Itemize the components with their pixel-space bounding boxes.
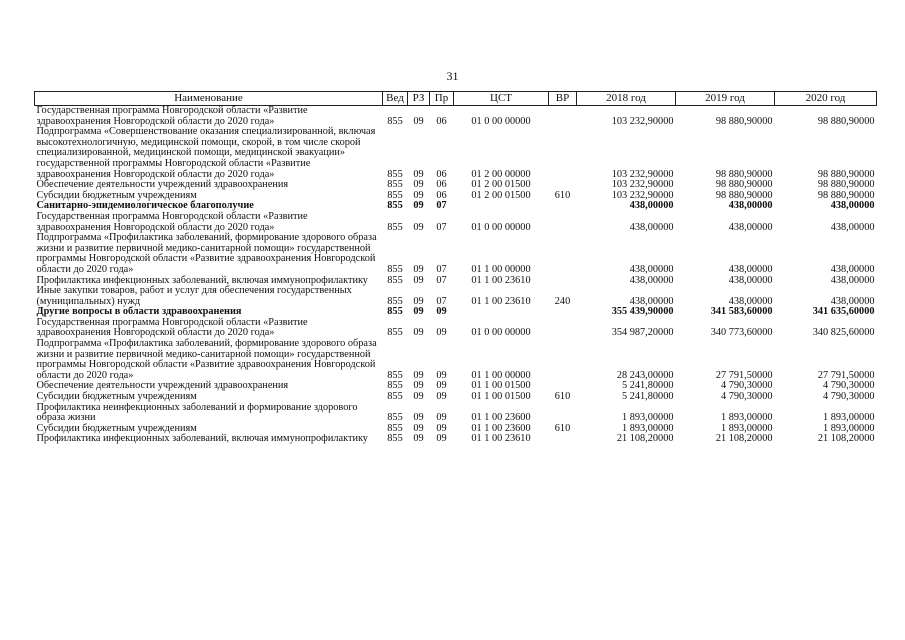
cell-rz: 09 xyxy=(413,189,424,201)
cell-pr: 09 xyxy=(436,422,447,434)
cell-rz: 09 xyxy=(413,369,424,381)
cell-pr: 07 xyxy=(436,221,447,233)
cell-2018: 103 232,90000 xyxy=(611,189,674,201)
cell-2020: 98 880,90000 xyxy=(817,115,875,127)
cell-cst: 01 0 00 00000 xyxy=(471,221,531,233)
cell-pr: 09 xyxy=(436,306,447,318)
cell-2018: 103 232,90000 xyxy=(611,168,674,180)
cell-2018: 21 108,20000 xyxy=(616,433,674,445)
cell-2019: 98 880,90000 xyxy=(715,115,773,127)
cell-2020: 341 635,60000 xyxy=(812,306,875,318)
cell-2018: 1 893,00000 xyxy=(622,422,674,434)
cell-name: Субсидии бюджетным учреждениям xyxy=(36,422,197,434)
table-row xyxy=(35,318,877,339)
table-row xyxy=(35,286,877,307)
cell-2020: 4 790,30000 xyxy=(823,380,875,392)
cell-2020: 27 791,50000 xyxy=(817,369,875,381)
cell-2020: 4 790,30000 xyxy=(823,391,875,403)
cell-vr xyxy=(549,127,577,180)
cell-pr: 09 xyxy=(436,380,447,392)
cell-2018: 438,00000 xyxy=(629,295,674,307)
cell-name: Государственная программа Новгородской области «Развитие здравоохранения Новгородской области до 2020 года» xyxy=(36,210,308,233)
header-rz: РЗ xyxy=(408,92,430,106)
cell-pr: 06 xyxy=(436,115,447,127)
cell-rz: 09 xyxy=(413,295,424,307)
cell-cst: 01 1 00 23610 xyxy=(471,433,531,445)
cell-2020: 1 893,00000 xyxy=(823,412,875,424)
cell-ved: 855 xyxy=(387,422,403,434)
cell-vr xyxy=(549,307,577,318)
cell-rz: 09 xyxy=(413,306,424,318)
cell-2018: 1 893,00000 xyxy=(622,412,674,424)
cell-pr: 06 xyxy=(436,168,447,180)
cell-pr: 09 xyxy=(436,412,447,424)
cell-rz: 09 xyxy=(413,327,424,339)
cell-cst: 01 0 00 00000 xyxy=(471,115,531,127)
cell-2019: 98 880,90000 xyxy=(715,168,773,180)
cell-ved: 855 xyxy=(387,369,403,381)
cell-ved: 855 xyxy=(387,391,403,403)
cell-pr: 07 xyxy=(436,263,447,275)
cell-name: Профилактика инфекционных заболеваний, включая иммунопрофилактику xyxy=(36,274,368,286)
header-2020: 2020 год xyxy=(775,92,877,106)
cell-pr: 09 xyxy=(436,369,447,381)
cell-ved: 855 xyxy=(387,115,403,127)
cell-pr: 09 xyxy=(436,391,447,403)
cell-2018: 355 439,90000 xyxy=(611,306,674,318)
cell-2019: 4 790,30000 xyxy=(721,380,773,392)
cell-cst: 01 1 00 00000 xyxy=(471,263,531,275)
table-header xyxy=(35,92,877,106)
table-row xyxy=(35,106,877,128)
cell-name: Субсидии бюджетным учреждениям xyxy=(36,189,197,201)
cell-ved: 855 xyxy=(387,200,403,212)
cell-cst xyxy=(454,201,549,212)
cell-2018: 5 241,80000 xyxy=(622,380,674,392)
cell-2020: 21 108,20000 xyxy=(817,433,875,445)
cell-rz: 09 xyxy=(413,115,424,127)
cell-2020: 438,00000 xyxy=(830,263,875,275)
table-body xyxy=(35,106,877,446)
cell-2019: 98 880,90000 xyxy=(715,189,773,201)
cell-2020: 340 825,60000 xyxy=(812,327,875,339)
cell-2019: 438,00000 xyxy=(728,274,773,286)
cell-cst: 01 2 00 00000 xyxy=(471,168,531,180)
cell-2019: 438,00000 xyxy=(728,295,773,307)
cell-name: Обеспечение деятельности учреждений здравоохранения xyxy=(36,179,289,191)
table-row xyxy=(35,212,877,233)
cell-2020: 438,00000 xyxy=(830,274,875,286)
cell-2018: 354 987,20000 xyxy=(611,327,674,339)
header-2019: 2019 год xyxy=(676,92,775,106)
cell-cst: 01 2 00 01500 xyxy=(471,179,531,191)
cell-2018: 103 232,90000 xyxy=(611,115,674,127)
cell-rz: 09 xyxy=(413,391,424,403)
cell-2019: 27 791,50000 xyxy=(715,369,773,381)
cell-2018: 438,00000 xyxy=(629,263,674,275)
cell-cst: 01 2 00 01500 xyxy=(471,189,531,201)
cell-rz: 09 xyxy=(413,263,424,275)
header-2018: 2018 год xyxy=(577,92,676,106)
cell-rz: 09 xyxy=(413,200,424,212)
cell-ved: 855 xyxy=(387,295,403,307)
cell-cst: 01 1 00 00000 xyxy=(471,369,531,381)
cell-name: Санитарно-эпидемиологическое благополучие xyxy=(36,200,254,212)
cell-2018: 103 232,90000 xyxy=(611,179,674,191)
cell-pr: 07 xyxy=(436,274,447,286)
cell-ved: 855 xyxy=(387,274,403,286)
cell-rz: 09 xyxy=(413,274,424,286)
cell-2019: 4 790,30000 xyxy=(721,391,773,403)
cell-ved: 855 xyxy=(387,412,403,424)
cell-2020: 98 880,90000 xyxy=(817,189,875,201)
cell-2019: 438,00000 xyxy=(728,221,773,233)
cell-vr xyxy=(549,233,577,275)
cell-rz: 09 xyxy=(413,422,424,434)
table-row xyxy=(35,403,877,424)
cell-2020: 438,00000 xyxy=(830,200,875,212)
cell-2019: 438,00000 xyxy=(728,200,773,212)
cell-ved: 855 xyxy=(387,179,403,191)
cell-name: Подпрограмма «Совершенствование оказания специализированной, включая высокотехнологичную, медицинской помощи, скорой, в том числе скорой специализированной, медицинской помощи, медицинской эвакуации» государственной программы Новгородской области «Развитие здравоохранения Новгородской области до 2020 года» xyxy=(36,126,376,180)
cell-2020: 1 893,00000 xyxy=(823,422,875,434)
cell-rz: 09 xyxy=(413,380,424,392)
table-row xyxy=(35,434,877,445)
cell-vr: 610 xyxy=(554,189,571,201)
cell-name: Государственная программа Новгородской области «Развитие здравоохранения Новгородской области до 2020 года» xyxy=(36,316,308,339)
cell-2019: 21 108,20000 xyxy=(715,433,773,445)
header-ved: Вед xyxy=(383,92,408,106)
cell-vr xyxy=(549,212,577,233)
cell-2018: 438,00000 xyxy=(629,221,674,233)
cell-2019: 1 893,00000 xyxy=(721,412,773,424)
table-row xyxy=(35,233,877,275)
cell-cst: 01 1 00 01500 xyxy=(471,380,531,392)
cell-2020: 98 880,90000 xyxy=(817,179,875,191)
cell-ved: 855 xyxy=(387,306,403,318)
cell-ved: 855 xyxy=(387,221,403,233)
cell-ved: 855 xyxy=(387,380,403,392)
cell-2019: 340 773,60000 xyxy=(710,327,773,339)
cell-2019: 438,00000 xyxy=(728,263,773,275)
cell-cst: 01 1 00 01500 xyxy=(471,391,531,403)
page-number: 31 xyxy=(446,69,459,83)
cell-cst: 01 1 00 23600 xyxy=(471,422,531,434)
cell-2018: 438,00000 xyxy=(629,274,674,286)
cell-rz: 09 xyxy=(413,433,424,445)
cell-name: Государственная программа Новгородской области «Развитие здравоохранения Новгородской области до 2020 года» xyxy=(36,105,308,127)
cell-2018: 438,00000 xyxy=(629,200,674,212)
header-pr: Пр xyxy=(430,92,454,106)
cell-vr xyxy=(549,434,577,445)
cell-ved: 855 xyxy=(387,168,403,180)
cell-pr: 09 xyxy=(436,327,447,339)
cell-name: Другие вопросы в области здравоохранения xyxy=(36,306,242,318)
cell-name: Подпрограмма «Профилактика заболеваний, формирование здорового образа жизни и развитие первичной медико-санитарной помощи» государственной программы Новгородской области «Развитие здравоохранения Новгородской области до 2020 года» xyxy=(36,338,377,381)
cell-2020: 438,00000 xyxy=(830,295,875,307)
cell-pr: 06 xyxy=(436,179,447,191)
cell-2018: 28 243,00000 xyxy=(616,369,674,381)
cell-vr: 610 xyxy=(554,422,571,434)
header-vr: ВР xyxy=(549,92,577,106)
table-row xyxy=(35,339,877,381)
cell-cst: 01 0 00 00000 xyxy=(471,327,531,339)
table-row xyxy=(35,127,877,180)
cell-name: Субсидии бюджетным учреждениям xyxy=(36,391,197,403)
cell-2020: 438,00000 xyxy=(830,221,875,233)
cell-name: Иные закупки товаров, работ и услуг для обеспечения государственных (муниципальных) нужд xyxy=(36,285,352,307)
cell-rz: 09 xyxy=(413,168,424,180)
cell-2019: 98 880,90000 xyxy=(715,179,773,191)
cell-vr: 610 xyxy=(554,391,571,403)
cell-pr: 09 xyxy=(436,433,447,445)
cell-2018: 5 241,80000 xyxy=(622,391,674,403)
cell-name: Обеспечение деятельности учреждений здравоохранения xyxy=(36,380,289,392)
cell-ved: 855 xyxy=(387,433,403,445)
cell-vr xyxy=(549,106,577,128)
cell-rz: 09 xyxy=(413,179,424,191)
cell-2020: 98 880,90000 xyxy=(817,168,875,180)
header-cst: ЦСТ xyxy=(454,92,549,106)
cell-cst: 01 1 00 23600 xyxy=(471,412,531,424)
cell-2019: 341 583,60000 xyxy=(710,306,773,318)
cell-cst: 01 1 00 23610 xyxy=(471,295,531,307)
cell-pr: 07 xyxy=(436,295,447,307)
cell-vr: 240 xyxy=(554,295,571,307)
cell-name: Профилактика неинфекционных заболеваний и формирование здорового образа жизни xyxy=(36,401,358,424)
cell-vr xyxy=(549,318,577,339)
cell-vr xyxy=(549,339,577,381)
cell-name: Профилактика инфекционных заболеваний, включая иммунопрофилактику xyxy=(36,433,368,445)
cell-rz: 09 xyxy=(413,412,424,424)
cell-cst xyxy=(454,307,549,318)
budget-table xyxy=(34,91,877,445)
cell-vr xyxy=(549,201,577,212)
cell-cst: 01 1 00 23610 xyxy=(471,274,531,286)
cell-ved: 855 xyxy=(387,327,403,339)
cell-rz: 09 xyxy=(413,221,424,233)
cell-ved: 855 xyxy=(387,263,403,275)
cell-pr: 07 xyxy=(436,200,447,212)
cell-vr xyxy=(549,276,577,287)
cell-vr xyxy=(549,403,577,424)
header-name: Наименование xyxy=(35,92,383,106)
cell-ved: 855 xyxy=(387,189,403,201)
cell-2019: 1 893,00000 xyxy=(721,422,773,434)
cell-name: Подпрограмма «Профилактика заболеваний, формирование здорового образа жизни и развитие первичной медико-санитарной помощи» государственной программы Новгородской области «Развитие здравоохранения Новгородской области до 2020 года» xyxy=(36,232,377,275)
cell-pr: 06 xyxy=(436,189,447,201)
